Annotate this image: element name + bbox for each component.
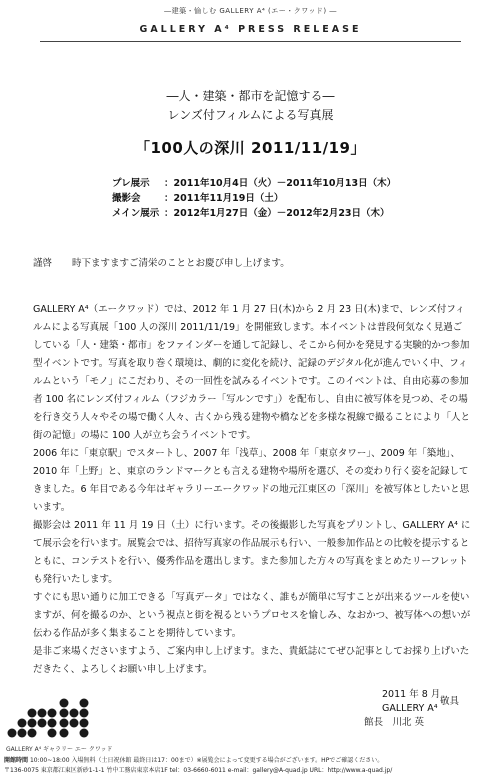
schedule-label: プレ展示 bbox=[112, 178, 150, 189]
signature-date: 2011 年 8 月 bbox=[382, 689, 441, 700]
greeting bbox=[33, 255, 501, 269]
greeting-text: 時下ますますご清栄のこととお慶び申し上げます。 bbox=[72, 258, 290, 269]
body-paragraph: 2006 年に「東京駅」でスタートし、2007 年「浅草」、2008 年「東京タワー」、2009 年「築地」、2010 年「上野」と、東京のランドマークとも言える建物や場所を選び、その変わり行く姿を記録してきました。6 年目である今年はギャラリーエークワッドの地元江東区の「深川」を被写体としたいと思います。 bbox=[33, 448, 470, 513]
footer-hours-text: 10:00~18:00 入場無料（土日祝休館 最終日は17：00まで）※展覧会によって変更する場合がございます。HPでご確認ください。 bbox=[29, 757, 384, 764]
body-text bbox=[33, 301, 471, 679]
subtitle-1: ―人・建築・都市を記憶する― bbox=[166, 89, 335, 103]
footer-address: 〒136-0075 東京都江東区新砂1-1-1 竹中工務店東京本店1F tel：03-6660-6011 e-mail：gallery@A-quad.jp URL：http://www.a-quad.jp/ bbox=[4, 767, 393, 774]
body-paragraph: GALLERY A⁴（エークワッド）では、2012 年 1 月 27 日(木)から 2 月 23 日(木)まで、レンズ付フィルムによる写真展「100 人の深川 2011/11/19」を開催致します。本イベントは普段何気なく見過ごしている「人・建築・都市」をファインダーを通して記録し、そこから何かを発見する実験的かつ参加型イベントです。写真を取り巻く環境は、劇的に変化を続け、記録のデジタル化が進んでいく中、フィルムという「モノ」にこだわり、その一回性を試みるイベントです。このイベントは、自由応募の参加者 100 名にレンズ付フィルム（フジカラー「写ルンです」）を配布し、自由に被写体を見つめ、その場を行き交う人々やその場で働く人々、古くから残る建物や橋などを多様な視線で撮ることにより「人と街の記憶」の場に 100 人が立ち会うイベントです。 bbox=[33, 304, 471, 441]
signature-org: GALLERY A⁴ bbox=[382, 703, 438, 714]
header-tagline: ―建築・愉しむ GALLERY A⁴ (エー・クワッド) ― bbox=[164, 7, 337, 15]
schedule bbox=[112, 176, 501, 221]
schedule-value: ：2011年11月19日（土） bbox=[164, 193, 284, 204]
schedule-row bbox=[112, 206, 501, 221]
body-paragraph: すぐにも思い通りに加工できる「写真データ」ではなく、誰もが簡単に写すことが出来るツールを使いますが、何を撮るのか、という視点と街を視るというプロセスを愉しみ、なおかつ、被写体への想いが伝わる作品が多く集まることを期待しています。 bbox=[33, 592, 471, 639]
schedule-row bbox=[112, 176, 501, 191]
subtitle-2: レンズ付フィルムによる写真展 bbox=[167, 108, 334, 122]
exhibition-title: 「100人の深川 2011/11/19」 bbox=[135, 139, 366, 157]
signature bbox=[364, 688, 440, 730]
schedule-label: 撮影会 bbox=[112, 193, 141, 204]
body-paragraph: 撮影会は 2011 年 11 月 19 日（土）に行います。その後撮影した写真をプリントし、GALLERY A⁴ にて展示会を行います。展覧会では、招待写真家の作品展示も行い、一般参加作品との比較を提示するとともに、コンテストを行い、優秀作品を選出します。また参加した方々の写真をまとめたリーフレットも発行いたします。 bbox=[33, 520, 471, 585]
body-paragraph: 是非ご来場くださいますよう、ご案内申し上げます。また、貴紙誌にてぜひ記事としてお採り上げいただきたく、よろしくお願い申し上げます。 bbox=[33, 646, 470, 675]
logo-text: GALLERY A⁴ ギャラリー エー クワッド bbox=[6, 746, 113, 753]
schedule-value: ：2011年10月4日（火）－2011年10月13日（木） bbox=[164, 178, 397, 189]
schedule-row bbox=[112, 191, 501, 206]
header-divider bbox=[40, 41, 461, 42]
closing: 敬具 bbox=[439, 696, 459, 707]
footer-hours bbox=[4, 756, 392, 766]
schedule-value: ：2012年1月27日（金）－2012年2月23日（木） bbox=[164, 208, 390, 219]
footer-hours-label: 開館時間 bbox=[4, 757, 29, 764]
signature-person: 館長 川北 英 bbox=[364, 717, 425, 728]
press-release-header: GALLERY A⁴ PRESS RELEASE bbox=[139, 24, 362, 35]
greeting-word: 謹啓 bbox=[33, 258, 53, 269]
schedule-label: メイン展示 bbox=[112, 208, 160, 219]
footer bbox=[4, 756, 392, 776]
gallery-logo bbox=[6, 693, 96, 743]
